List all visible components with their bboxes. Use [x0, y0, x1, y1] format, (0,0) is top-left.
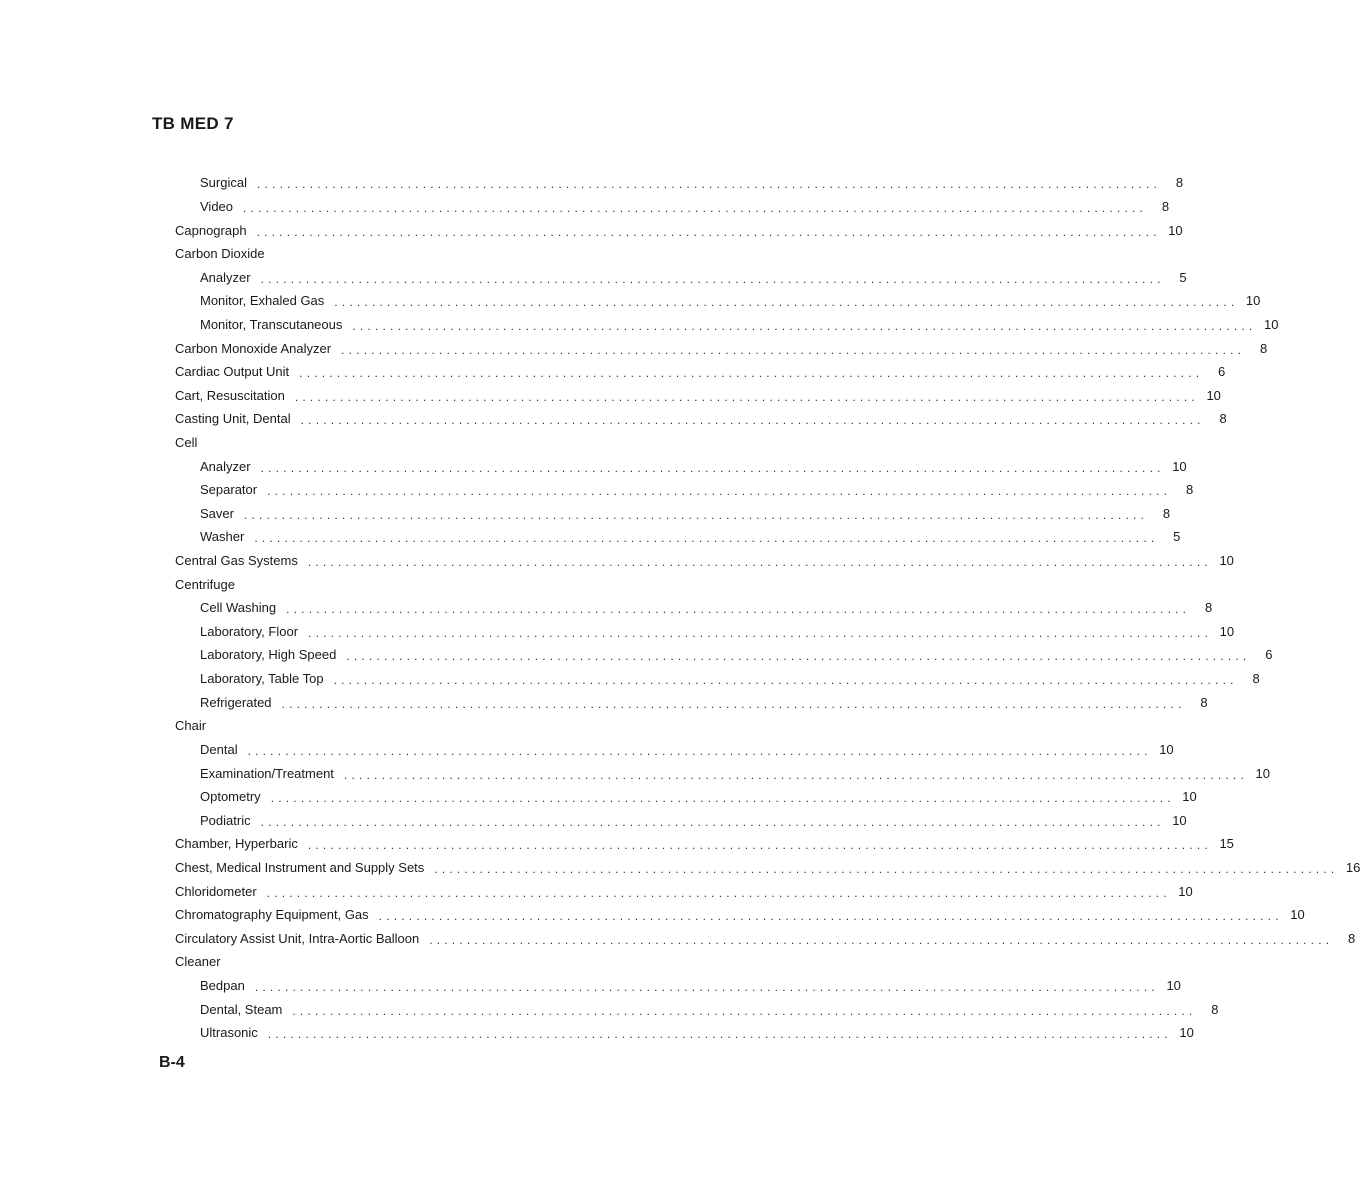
- index-term: Cell Washing: [200, 600, 277, 616]
- index-term: Cart, Resuscitation: [175, 387, 285, 403]
- index-entry: [175, 549, 1234, 573]
- dot-leader: ........................................................................................................................: [243, 507, 1149, 522]
- index-subentry: [175, 667, 1260, 691]
- index-term: Carbon Monoxide Analyzer: [175, 340, 332, 356]
- index-term: Chamber, Hyperbaric: [175, 836, 298, 852]
- index-page-number: 10: [1166, 978, 1181, 994]
- index-term: Monitor, Exhaled Gas: [200, 293, 325, 309]
- index-entry: [175, 218, 1183, 242]
- index-entry: [175, 242, 758, 266]
- index-term: Bedpan: [200, 978, 245, 994]
- index-subentry: [175, 620, 1235, 644]
- index-page-number: 16: [1345, 859, 1360, 875]
- index-page-number: 5: [1173, 529, 1181, 545]
- dot-leader: ........................................................................................................................: [300, 413, 1205, 428]
- dot-leader: ........................................................................................................................: [254, 531, 1159, 546]
- dot-leader: ........................................................................................................................: [292, 1003, 1197, 1018]
- index-page-number: 10: [1172, 812, 1187, 828]
- dot-leader: ........................................................................................................................: [378, 909, 1283, 924]
- index-page-number: 10: [1255, 765, 1270, 781]
- index-entry: [175, 383, 1221, 407]
- index-page-number: 8: [1175, 175, 1184, 191]
- index-subentry: [175, 313, 1279, 337]
- index-page-number: 6: [1265, 647, 1273, 663]
- index-entry: [175, 927, 1356, 951]
- index-subentry: [175, 478, 1194, 502]
- index-subentry: [175, 525, 1181, 549]
- index-page-number: 8: [1211, 1001, 1219, 1017]
- index-term: Laboratory, High Speed: [200, 647, 337, 663]
- index-entry: [175, 336, 1268, 360]
- index-page-number: 10: [1290, 907, 1305, 923]
- index-term: Central Gas Systems: [175, 553, 298, 569]
- dot-leader: ........................................................................................................................: [270, 791, 1175, 806]
- index-page-number: 10: [1168, 222, 1183, 238]
- index-page-number: 5: [1179, 269, 1187, 285]
- index-term: Cleaner: [175, 954, 221, 970]
- index-page-number: 10: [1179, 1025, 1194, 1041]
- dot-leader: ........................................................................................................................: [434, 861, 1339, 876]
- dot-leader: ........................................................................................................................: [429, 932, 1334, 947]
- index-subentry: [175, 761, 1270, 785]
- index-term: Analyzer: [200, 458, 251, 474]
- page-header-title: TB MED 7: [152, 114, 234, 133]
- index-term: Saver: [200, 505, 234, 521]
- dot-leader: ........................................................................................................................: [346, 649, 1251, 664]
- index-term: Dental, Steam: [200, 1001, 283, 1017]
- index-term: Washer: [200, 529, 245, 545]
- index-entry: [175, 950, 758, 974]
- index-page-number: 8: [1200, 694, 1208, 710]
- index-subentry: [175, 690, 1208, 714]
- index-term: Chair: [175, 718, 207, 734]
- index-subentry: [175, 785, 1197, 809]
- index-page-number: 10: [1245, 293, 1261, 309]
- dot-leader: ........................................................................................................................: [307, 838, 1212, 853]
- index-page-number: 8: [1204, 600, 1213, 616]
- dot-leader: ........................................................................................................................: [256, 177, 1162, 192]
- index-page-number: 8: [1259, 340, 1268, 356]
- index-term: Refrigerated: [200, 694, 272, 710]
- dot-leader: ........................................................................................................................: [299, 366, 1204, 381]
- index-term: Separator: [200, 482, 258, 498]
- index-term: Casting Unit, Dental: [175, 411, 291, 427]
- dot-leader: ........................................................................................................................: [343, 767, 1248, 782]
- index-subentry: [175, 738, 1174, 762]
- index-term: Chromatography Equipment, Gas: [175, 907, 369, 923]
- index-page-number: 10: [1219, 623, 1235, 639]
- index-page-number: 10: [1178, 883, 1193, 899]
- index-term: Examination/Treatment: [200, 765, 334, 781]
- index-subentry: [175, 974, 1181, 998]
- index-term: Dental: [200, 741, 238, 757]
- index-term: Chest, Medical Instrument and Supply Sets: [175, 859, 425, 875]
- index-page-number: 10: [1182, 789, 1197, 805]
- dot-leader: ........................................................................................................................: [254, 980, 1159, 995]
- index-term: Laboratory, Floor: [200, 623, 299, 639]
- index-page-number: 6: [1218, 364, 1226, 380]
- index-entry: [175, 879, 1193, 903]
- index-entry: [175, 360, 1226, 384]
- dot-leader: ........................................................................................................................: [333, 673, 1238, 688]
- index-term: Laboratory, Table Top: [200, 671, 324, 687]
- index-subentry: [175, 289, 1261, 313]
- index-subentry: [175, 643, 1273, 667]
- index-subentry: [175, 1021, 1194, 1045]
- index-subentry: [175, 265, 1187, 289]
- index-subentry: [175, 195, 1170, 219]
- dot-leader: ........................................................................................................................: [341, 342, 1246, 357]
- index-subentry: [175, 454, 1187, 478]
- dot-leader: ........................................................................................................................: [307, 555, 1212, 570]
- index-page-number: 8: [1162, 505, 1171, 521]
- page-number: B-4: [159, 1054, 185, 1071]
- index-list: [175, 171, 1360, 1045]
- dot-leader: ........................................................................................................................: [352, 318, 1257, 333]
- index-subentry: [175, 808, 1187, 832]
- dot-leader: ........................................................................................................................: [256, 224, 1161, 239]
- index-page-number: 15: [1219, 836, 1234, 852]
- index-term: Podiatric: [200, 812, 251, 828]
- dot-leader: ........................................................................................................................: [260, 460, 1165, 475]
- index-entry: [175, 832, 1234, 856]
- dot-leader: ........................................................................................................................: [243, 200, 1148, 215]
- index-term: Centrifuge: [175, 576, 235, 592]
- dot-leader: ........................................................................................................................: [260, 271, 1165, 286]
- dot-leader: ........................................................................................................................: [308, 625, 1213, 640]
- index-entry: [175, 431, 758, 455]
- index-entry: [175, 572, 758, 596]
- index-subentry: [175, 997, 1219, 1021]
- index-subentry: [175, 502, 1171, 526]
- index-page-number: 10: [1263, 316, 1279, 332]
- index-term: Surgical: [200, 175, 247, 191]
- index-term: Capnograph: [175, 222, 247, 238]
- index-entry: [175, 714, 758, 738]
- index-subentry: [175, 171, 1184, 195]
- index-page-number: 10: [1159, 741, 1174, 757]
- index-term: Monitor, Transcutaneous: [200, 316, 343, 332]
- index-page-number: 8: [1185, 482, 1194, 498]
- dot-leader: ........................................................................................................................: [334, 295, 1239, 310]
- index-page-number: 10: [1219, 553, 1234, 569]
- dot-leader: ........................................................................................................................: [266, 885, 1171, 900]
- index-term: Optometry: [200, 789, 261, 805]
- dot-leader: ........................................................................................................................: [294, 389, 1199, 404]
- dot-leader: ........................................................................................................................: [247, 743, 1152, 758]
- dot-leader: ........................................................................................................................: [286, 602, 1191, 617]
- index-subentry: [175, 596, 1213, 620]
- index-page-number: 8: [1348, 930, 1356, 946]
- dot-leader: ........................................................................................................................: [260, 814, 1165, 829]
- index-page-number: 8: [1252, 671, 1260, 687]
- index-entry: [175, 903, 1305, 927]
- index-term: Chloridometer: [175, 883, 257, 899]
- dot-leader: ........................................................................................................................: [267, 484, 1172, 499]
- index-entry: [175, 407, 1227, 431]
- index-term: Ultrasonic: [200, 1025, 258, 1041]
- index-entry: [175, 856, 1360, 880]
- index-page-number: 8: [1219, 411, 1227, 427]
- index-term: Cardiac Output Unit: [175, 364, 290, 380]
- index-page-number: 10: [1172, 458, 1187, 474]
- index-term: Cell: [175, 435, 198, 450]
- index-term: Carbon Dioxide: [175, 246, 265, 262]
- index-term: Circulatory Assist Unit, Intra-Aortic Balloon: [175, 930, 420, 946]
- index-page-number: 10: [1206, 387, 1221, 403]
- dot-leader: ........................................................................................................................: [267, 1027, 1172, 1042]
- index-term: Video: [200, 198, 234, 214]
- dot-leader: ........................................................................................................................: [281, 696, 1186, 711]
- index-term: Analyzer: [200, 269, 251, 285]
- index-page-number: 8: [1161, 198, 1170, 214]
